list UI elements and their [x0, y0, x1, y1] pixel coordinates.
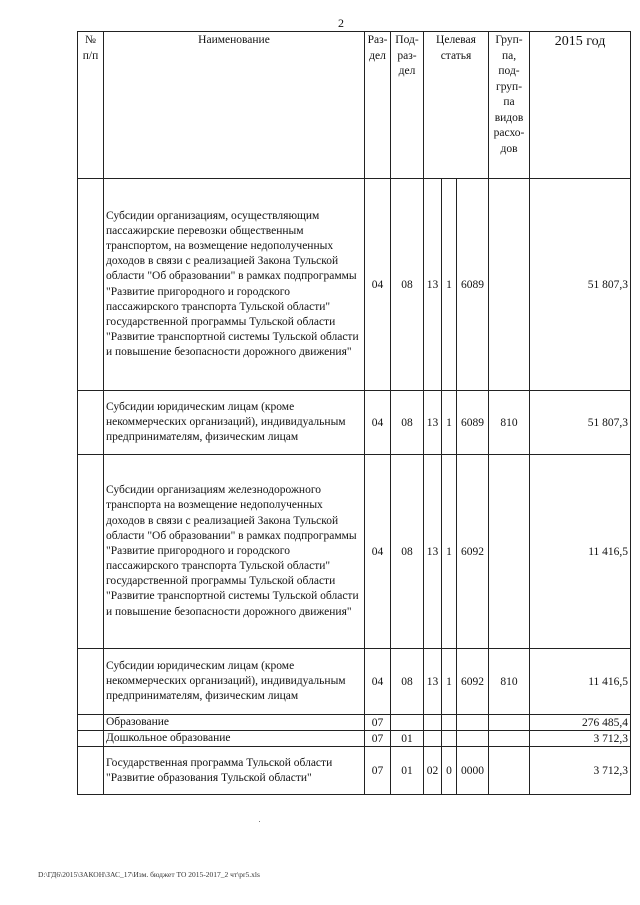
row-group [489, 179, 530, 391]
row-target-program: 02 [424, 747, 442, 795]
row-group [489, 715, 530, 731]
row-section: 04 [365, 179, 391, 391]
row-subsection: 01 [391, 731, 424, 747]
header-target: Целевая статья [424, 32, 489, 179]
row-name: Субсидии организациям, осуществляющим пассажирские перевозки общественным транспортом, на возмещение недополученных доходов в связи с реализацией Закона Тульской области "Об образовании" в рамках подпрограммы "Развитие пригородного и городского пассажирского транспорта Тульской области" государственной программы Тульской области "Развитие транспортной системы Тульской области и повышение безопасности дорожного движения" [104, 179, 365, 391]
row-target-subprogram: 1 [442, 179, 457, 391]
row-group [489, 455, 530, 649]
row-target-subprogram: 1 [442, 455, 457, 649]
row-target-subprogram: 1 [442, 391, 457, 455]
row-num [78, 715, 104, 731]
header-year: 2015 год [530, 32, 631, 179]
row-section: 04 [365, 649, 391, 715]
header-section: Раз- дел [365, 32, 391, 179]
row-num [78, 179, 104, 391]
table-row [78, 747, 631, 795]
row-target-code [457, 715, 489, 731]
row-target-subprogram [442, 731, 457, 747]
row-num [78, 731, 104, 747]
row-name: Дошкольное образование [104, 731, 365, 747]
table-row [78, 649, 631, 715]
row-amount: 11 416,5 [530, 455, 631, 649]
row-section: 07 [365, 731, 391, 747]
row-group [489, 747, 530, 795]
row-amount: 51 807,3 [530, 179, 631, 391]
row-num [78, 649, 104, 715]
row-name: Субсидии организациям железнодорожного транспорта на возмещение недополученных доходов в связи с реализацией Закона Тульской области "Об образовании" в рамках подпрограммы "Развитие пригородного и городского пассажирского транспорта Тульской области" государственной программы Тульской области "Развитие транспортной системы Тульской области и повышение безопасности дорожного движения" [104, 455, 365, 649]
table-row [78, 179, 631, 391]
page-number: 2 [338, 16, 344, 30]
row-subsection [391, 715, 424, 731]
header-group: Груп- па, под- груп- па видов расхо- дов [489, 32, 530, 179]
row-subsection: 08 [391, 391, 424, 455]
header-num: № п/п [78, 32, 104, 179]
row-amount: 11 416,5 [530, 649, 631, 715]
row-section: 04 [365, 455, 391, 649]
row-target-subprogram [442, 715, 457, 731]
header-subsection: Под- раз- дел [391, 32, 424, 179]
row-target-program: 13 [424, 455, 442, 649]
row-num [78, 391, 104, 455]
row-name: Государственная программа Тульской области "Развитие образования Тульской области" [104, 747, 365, 795]
row-target-code: 0000 [457, 747, 489, 795]
row-target-code [457, 731, 489, 747]
header-name: Наименование [104, 32, 365, 179]
row-target-code: 6089 [457, 391, 489, 455]
row-target-code: 6089 [457, 179, 489, 391]
row-subsection: 08 [391, 455, 424, 649]
row-name: Субсидии юридическим лицам (кроме некоммерческих организаций), индивидуальным предпринимателям, физическим лицам [104, 649, 365, 715]
row-section: 04 [365, 391, 391, 455]
row-group: 810 [489, 649, 530, 715]
table-row [78, 715, 631, 731]
row-group [489, 731, 530, 747]
row-subsection: 01 [391, 747, 424, 795]
row-amount: 3 712,3 [530, 731, 631, 747]
row-subsection: 08 [391, 179, 424, 391]
row-section: 07 [365, 715, 391, 731]
row-amount: 51 807,3 [530, 391, 631, 455]
row-name: Субсидии юридическим лицам (кроме некоммерческих организаций), индивидуальным предпринимателям, физическим лицам [104, 391, 365, 455]
row-amount: 276 485,4 [530, 715, 631, 731]
row-target-program [424, 731, 442, 747]
scan-dot [259, 821, 260, 822]
row-target-subprogram: 0 [442, 747, 457, 795]
row-target-program [424, 715, 442, 731]
row-amount: 3 712,3 [530, 747, 631, 795]
table-row [78, 391, 631, 455]
row-subsection: 08 [391, 649, 424, 715]
table-row [78, 455, 631, 649]
row-name: Образование [104, 715, 365, 731]
row-num [78, 747, 104, 795]
table-header-row [78, 32, 631, 179]
budget-table [77, 31, 631, 795]
row-target-code: 6092 [457, 649, 489, 715]
row-target-program: 13 [424, 391, 442, 455]
footer-file-path: D:\ГД6\2015\ЗАКОН\ЗАС_17\Изм. бюджет ТО 2015-2017_2 чт\pr5.xls [38, 870, 260, 879]
row-target-program: 13 [424, 179, 442, 391]
table-row [78, 731, 631, 747]
row-target-subprogram: 1 [442, 649, 457, 715]
row-target-code: 6092 [457, 455, 489, 649]
row-group: 810 [489, 391, 530, 455]
row-num [78, 455, 104, 649]
row-target-program: 13 [424, 649, 442, 715]
row-section: 07 [365, 747, 391, 795]
